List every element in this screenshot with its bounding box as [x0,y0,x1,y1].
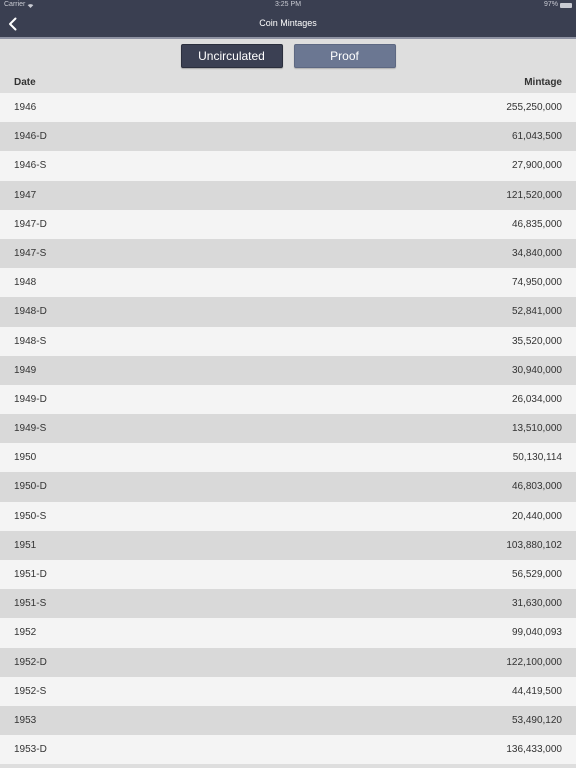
date-column-header: Date [14,77,36,88]
table-row[interactable] [0,443,576,472]
table-row[interactable] [0,239,576,268]
table-row[interactable] [0,181,576,210]
mintage-column-header: Mintage [524,77,562,88]
table-row[interactable] [0,122,576,151]
table-row[interactable] [0,531,576,560]
date-cell: 1948 [14,277,37,289]
mintage-cell: 122,100,000 [506,656,562,668]
date-cell: 1952-S [14,685,47,697]
date-cell: 1950-D [14,481,47,493]
table-row[interactable] [0,327,576,356]
date-cell: 1948-S [14,335,47,347]
mintage-cell: 56,529,000 [511,569,562,580]
date-cell: 1950 [14,452,37,464]
date-cell: 1951 [14,539,37,551]
battery-icon [560,3,572,8]
table-row[interactable] [0,502,576,531]
mintage-type-segmented-control [0,39,576,72]
date-cell: 1947-D [14,218,47,230]
mintage-cell: 35,520,000 [511,335,562,347]
mintage-cell: 27,900,000 [511,160,562,172]
date-cell: 1949-D [14,393,47,405]
table-row[interactable] [0,93,576,122]
date-cell: 1952-D [14,656,47,668]
date-cell: 1949-S [14,423,47,435]
date-cell: 1946 [14,102,37,113]
date-cell: 1946-S [14,160,47,172]
mintage-cell: 31,630,000 [511,598,562,610]
table-row[interactable] [0,706,576,735]
mintage-cell: 53,490,120 [511,714,562,726]
status-time: 3:25 PM [274,1,302,8]
table-row[interactable] [0,589,576,618]
proof-tab[interactable]: Proof [294,44,396,68]
page-title: Coin Mintages [259,18,317,28]
mintage-cell: 136,433,000 [506,744,562,756]
mintage-cell: 99,040,093 [511,627,562,639]
mintage-cell: 255,250,000 [506,102,562,113]
table-row[interactable] [0,735,576,764]
mintage-cell: 46,803,000 [511,481,562,493]
date-cell: 1949 [14,364,37,376]
mintage-cell: 13,510,000 [511,423,562,435]
table-row[interactable] [0,677,576,706]
mintage-cell: 61,043,500 [511,131,562,143]
table-row[interactable] [0,385,576,414]
carrier-label: Carrier [4,1,26,8]
mintage-cell: 26,034,000 [511,393,562,405]
uncirculated-tab[interactable]: Uncirculated [181,44,283,68]
status-bar [0,0,576,10]
table-row[interactable] [0,472,576,501]
table-row[interactable] [0,414,576,443]
date-cell: 1951-D [14,569,47,580]
date-cell: 1953 [14,714,37,726]
navigation-bar [0,10,576,37]
date-cell: 1947 [14,189,37,201]
table-row[interactable] [0,297,576,326]
mintage-cell: 46,835,000 [511,218,562,230]
mintage-cell: 52,841,000 [511,306,562,318]
mintage-cell: 30,940,000 [511,364,562,376]
table-row[interactable] [0,356,576,385]
table-row[interactable] [0,268,576,297]
mintage-cell: 74,950,000 [511,277,562,289]
table-row[interactable] [0,560,576,589]
table-row[interactable] [0,210,576,239]
date-cell: 1948-D [14,306,47,318]
mintage-cell: 121,520,000 [506,189,562,201]
mintage-cell: 50,130,114 [512,452,562,464]
date-cell: 1953-D [14,744,47,756]
table-header [0,72,576,94]
date-cell: 1946-D [14,131,47,143]
date-cell: 1947-S [14,247,47,259]
mintage-cell: 103,880,102 [506,539,562,551]
date-cell: 1951-S [14,598,47,610]
table-row[interactable] [0,618,576,647]
battery-indicator [544,0,572,10]
mintage-cell: 20,440,000 [511,510,562,522]
date-cell: 1950-S [14,510,47,522]
battery-percent: 97% [543,1,558,8]
table-row[interactable] [0,648,576,677]
mintage-cell: 44,419,500 [511,685,562,697]
mintage-table [0,93,576,764]
table-row[interactable] [0,151,576,180]
date-cell: 1952 [14,627,37,639]
mintage-cell: 34,840,000 [511,247,562,259]
